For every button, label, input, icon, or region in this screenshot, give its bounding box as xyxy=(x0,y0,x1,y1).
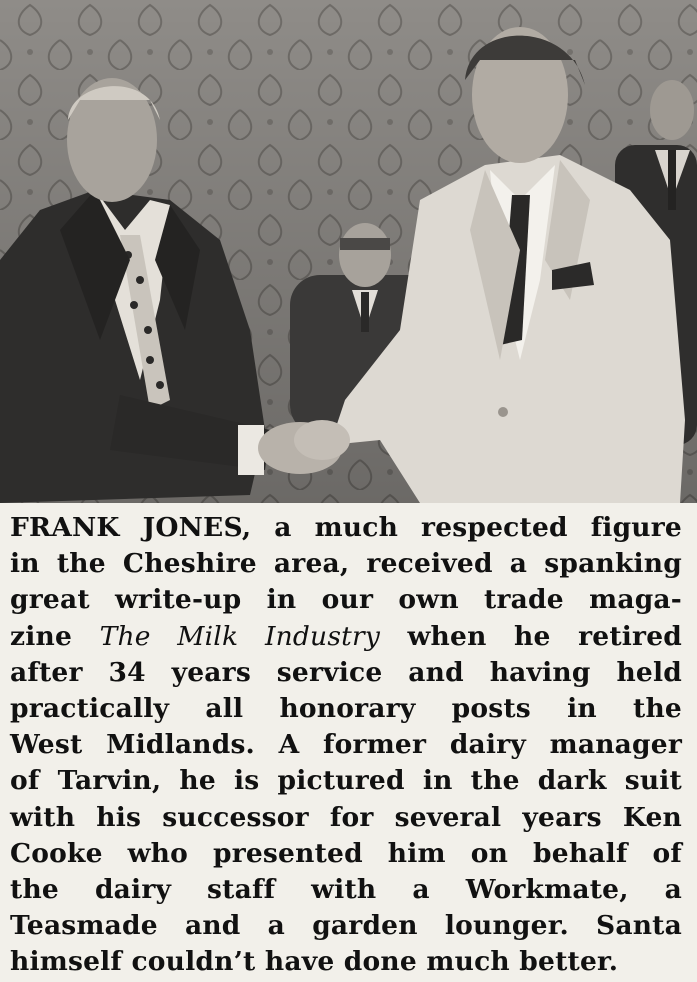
caption-line-4: zine The Milk Industry when he retired xyxy=(10,620,682,652)
caption-line-11: the dairy staff with a Workmate, a xyxy=(10,874,682,906)
caption-line-13: himself couldn’t have done much better. xyxy=(10,946,619,978)
caption-lead-name: FRANK JONES, xyxy=(10,512,252,543)
caption-line-7: West Midlands. A former dairy manager xyxy=(10,729,682,761)
caption-line-1: FRANK JONES, a much respected figure xyxy=(10,512,682,543)
photo-caption xyxy=(10,510,682,981)
caption-line-12: Teasmade and a garden lounger. Santa xyxy=(10,910,682,942)
caption-line-5: after 34 years service and having held xyxy=(10,656,682,688)
caption-line-9: with his successor for several years Ken xyxy=(10,801,682,833)
caption-line-6: practically all honorary posts in the xyxy=(10,693,682,725)
caption-line-8: of Tarvin, he is pictured in the dark suit xyxy=(10,765,682,797)
magazine-title: The Milk Industry xyxy=(99,620,381,652)
caption-line-2: in the Cheshire area, received a spanking xyxy=(10,548,682,580)
caption-line-3: great write-up in our own trade maga- xyxy=(10,584,682,616)
caption-line-10: Cooke who presented him on behalf of xyxy=(10,837,682,869)
